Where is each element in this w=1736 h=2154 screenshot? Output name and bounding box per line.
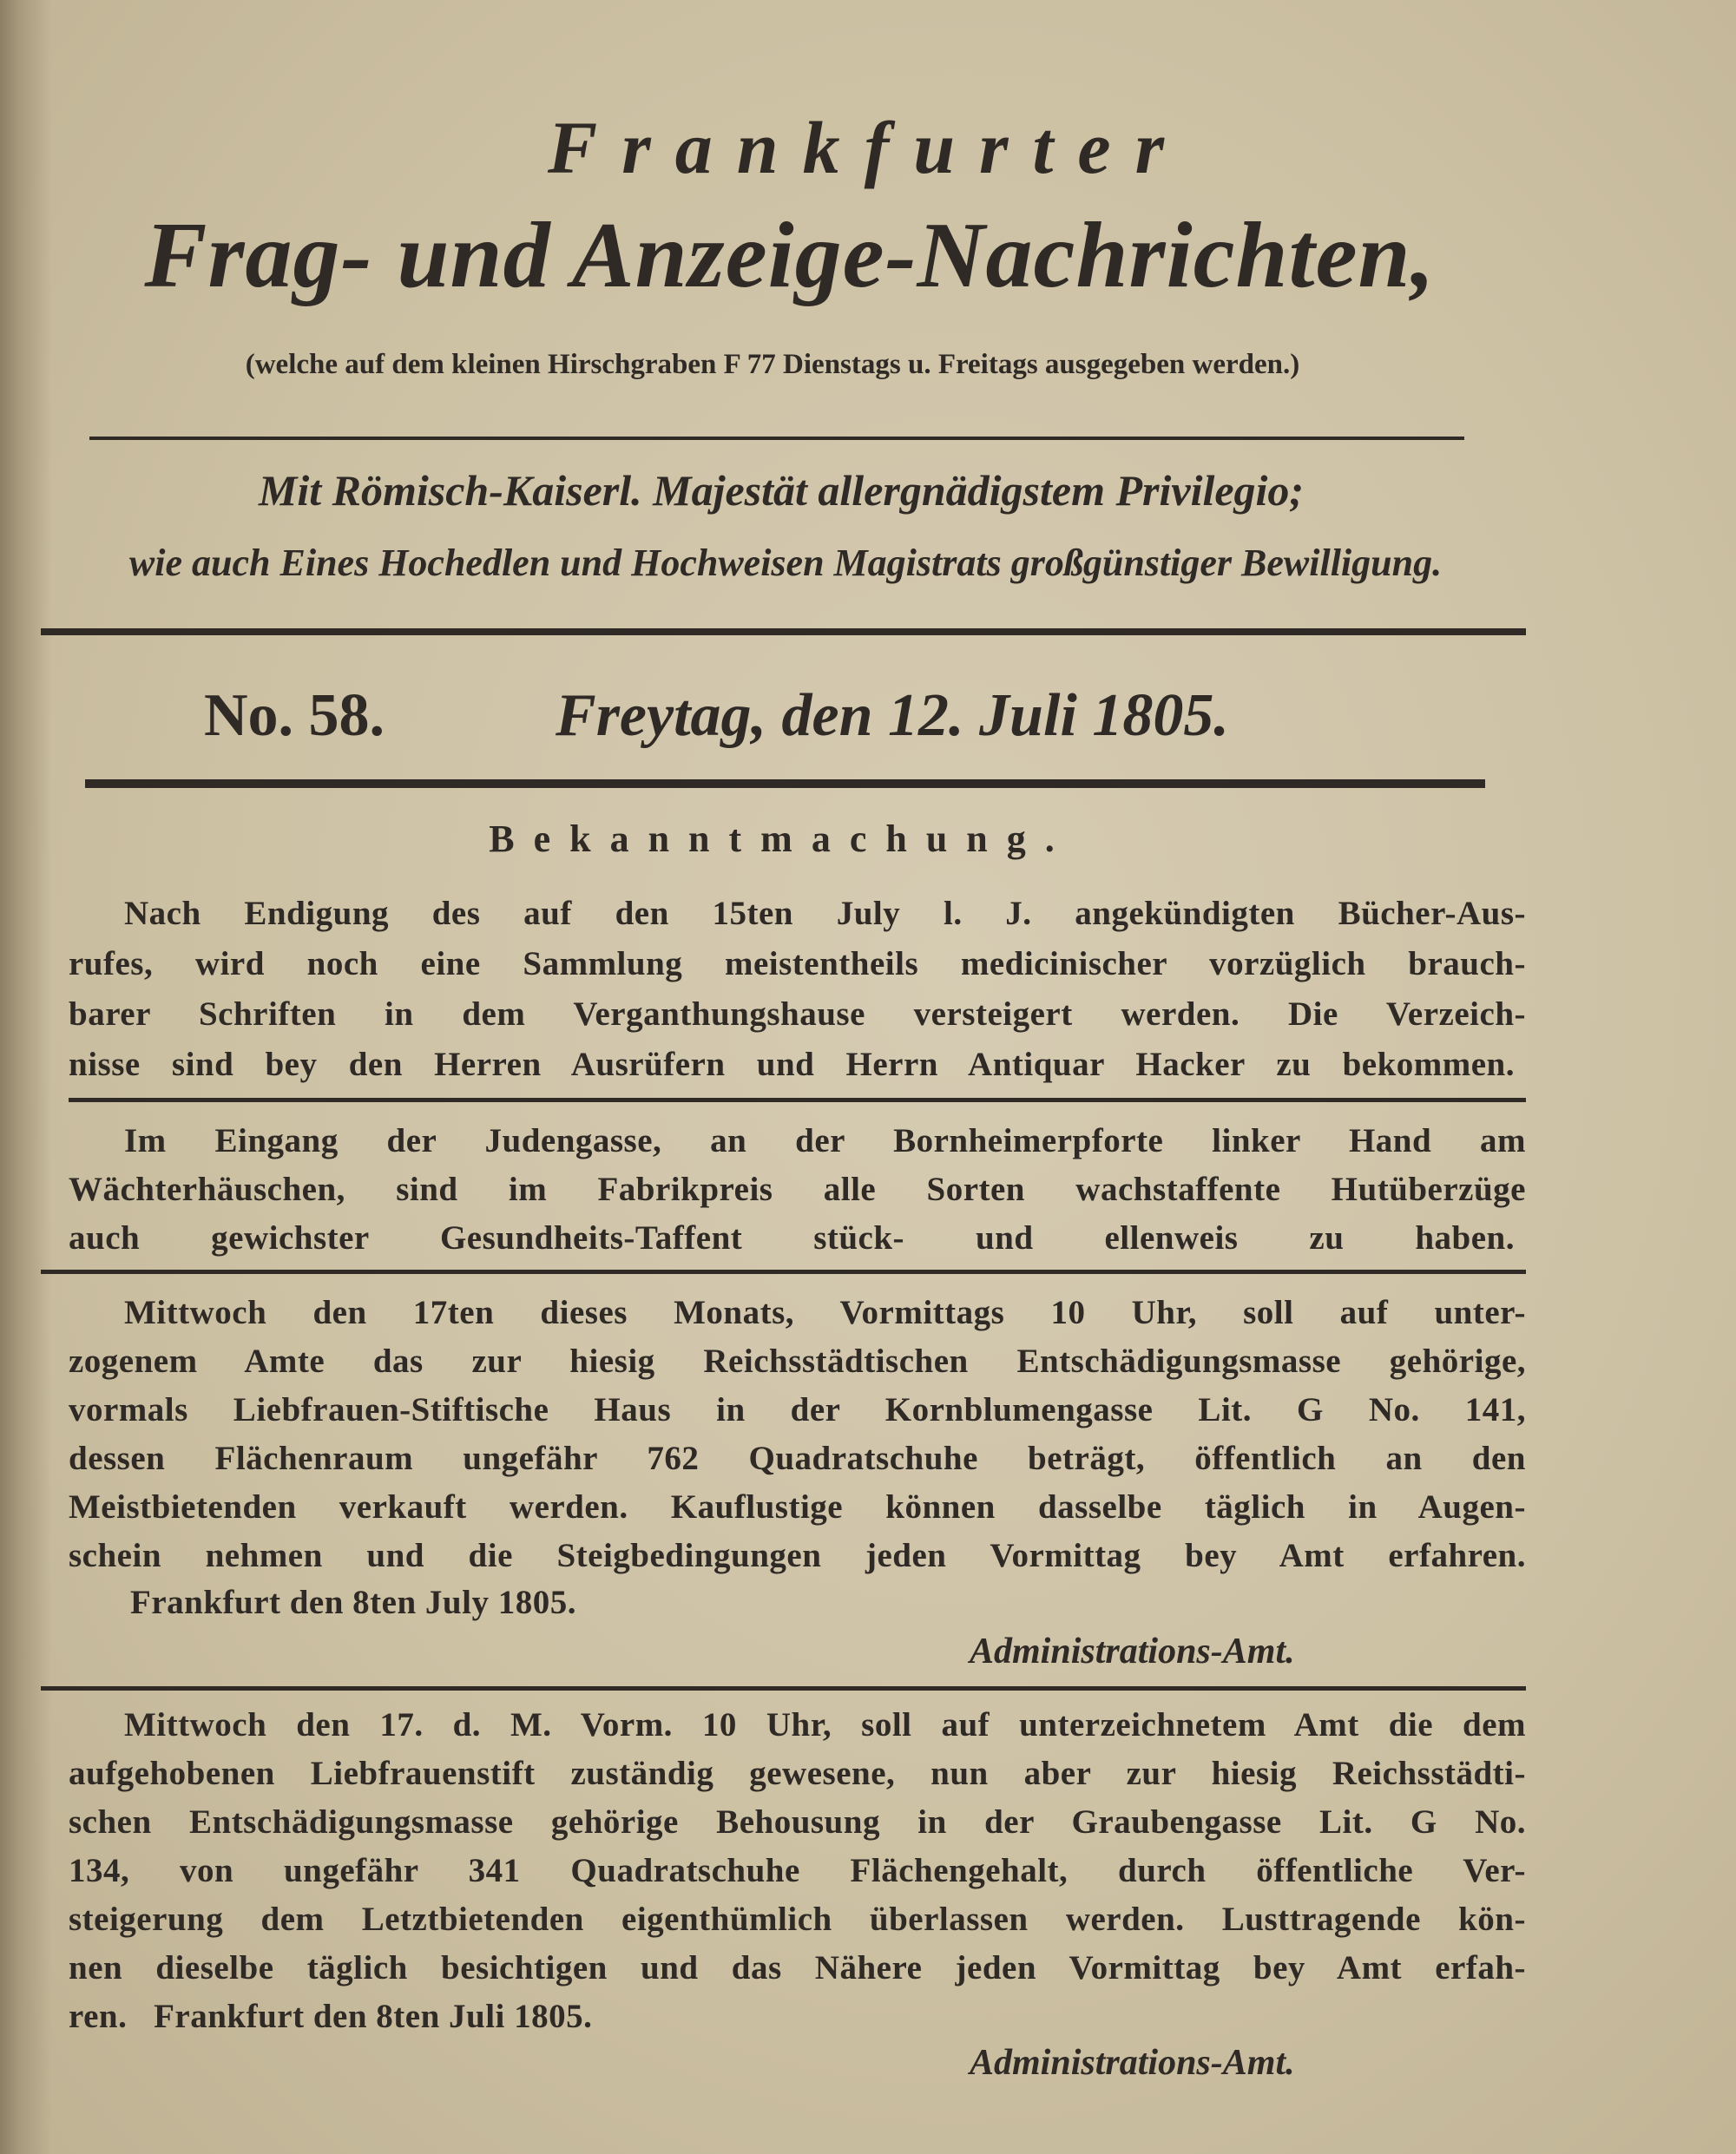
notice-house-sale-134-line: steigerung dem Letztbietenden eigenthümlich überlassen werden. Lusttragende kön-	[69, 1901, 1526, 1938]
notice-house-sale-134-line: schen Entschädigungsmasse gehörige Behousung in der Graubengasse Lit. G No.	[69, 1803, 1526, 1841]
notice-book-auction-line: nisse sind bey den Herren Ausrüfern und Herrn Antiquar Hacker zu bekommen.	[69, 1046, 1515, 1083]
notice-hat-covers-line: auch gewichster Gesundheits-Taffent stück- und ellenweis zu haben.	[69, 1219, 1515, 1257]
thick-divider	[85, 779, 1485, 788]
issue-date: Freytag, den 12. Juli 1805.	[556, 682, 1229, 749]
masthead-title-frankfurter: Frankfurter	[547, 106, 1189, 189]
divider	[41, 1686, 1526, 1691]
notice-house-sale-141-line: Mittwoch den 17ten dieses Monats, Vormittags 10 Uhr, soll auf unter-	[124, 1294, 1526, 1331]
privilege-line-1: Mit Römisch-Kaiserl. Majestät allergnädigstem Privilegio;	[258, 466, 1305, 515]
masthead-title-main: Frag- und Anzeige-Nachrichten,	[144, 204, 1436, 307]
divider	[89, 437, 1464, 440]
notice-house-sale-134-line: ren. Frankfurt den 8ten Juli 1805.	[69, 1998, 593, 2035]
issue-number: No. 58.	[204, 682, 385, 749]
notice-house-sale-141-line: dessen Flächenraum ungefähr 762 Quadratschuhe beträgt, öffentlich an den	[69, 1440, 1526, 1477]
double-divider	[41, 628, 1526, 635]
privilege-line-2: wie auch Eines Hochedlen und Hochweisen Magistrats großgünstiger Bewilligung.	[128, 542, 1443, 584]
notice-book-auction-line: barer Schriften in dem Verganthungshause versteigert werden. Die Verzeich-	[69, 995, 1526, 1033]
notice-house-sale-134-line: nen dieselbe täglich besichtigen und das Nähere jeden Vormittag bey Amt erfah-	[69, 1949, 1526, 1987]
section-heading: Bekanntmachung.	[489, 818, 1074, 860]
notice-house-sale-141-line: Meistbietenden verkauft werden. Kauflustige können dasselbe täglich in Augen-	[69, 1488, 1526, 1526]
notice3-date: Frankfurt den 8ten July 1805.	[130, 1584, 576, 1621]
divider	[69, 1098, 1526, 1102]
notice-house-sale-134-line: 134, von ungefähr 341 Quadratschuhe Flächengehalt, durch öffentliche Ver-	[69, 1852, 1526, 1889]
notice-house-sale-141-line: zogenem Amte das zur hiesig Reichsstädtischen Entschädigungsmasse gehörige,	[69, 1343, 1526, 1380]
notice3-signature: Administrations-Amt.	[970, 1632, 1295, 1671]
notice-hat-covers-line: Im Eingang der Judengasse, an der Bornheimerpforte linker Hand am	[124, 1122, 1526, 1159]
notice4-signature: Administrations-Amt.	[970, 2043, 1295, 2083]
notice-house-sale-134-line: Mittwoch den 17. d. M. Vorm. 10 Uhr, soll auf unterzeichnetem Amt die dem	[124, 1706, 1526, 1744]
notice-book-auction-line: Nach Endigung des auf den 15ten July l. J. angekündigten Bücher-Aus-	[124, 895, 1526, 932]
book-binding-edge	[0, 0, 52, 2154]
notice-house-sale-141-line: vormals Liebfrauen-Stiftische Haus in der Kornblumengasse Lit. G No. 141,	[69, 1391, 1526, 1428]
notice-hat-covers-line: Wächterhäuschen, sind im Fabrikpreis alle Sorten wachstaffente Hutüberzüge	[69, 1171, 1526, 1208]
notice-house-sale-141-line: schein nehmen und die Steigbedingungen jeden Vormittag bey Amt erfahren.	[69, 1537, 1526, 1574]
masthead-subtitle: (welche auf dem kleinen Hirschgraben F 77 Dienstags u. Freitags ausgegeben werden.)	[245, 349, 1300, 380]
notice-house-sale-134-line: aufgehobenen Liebfrauenstift zuständig gewesene, nun aber zur hiesig Reichsstädti-	[69, 1755, 1526, 1792]
notice-book-auction-line: rufes, wird noch eine Sammlung meistentheils medicinischer vorzüglich brauch-	[69, 945, 1526, 982]
divider	[41, 1270, 1526, 1274]
